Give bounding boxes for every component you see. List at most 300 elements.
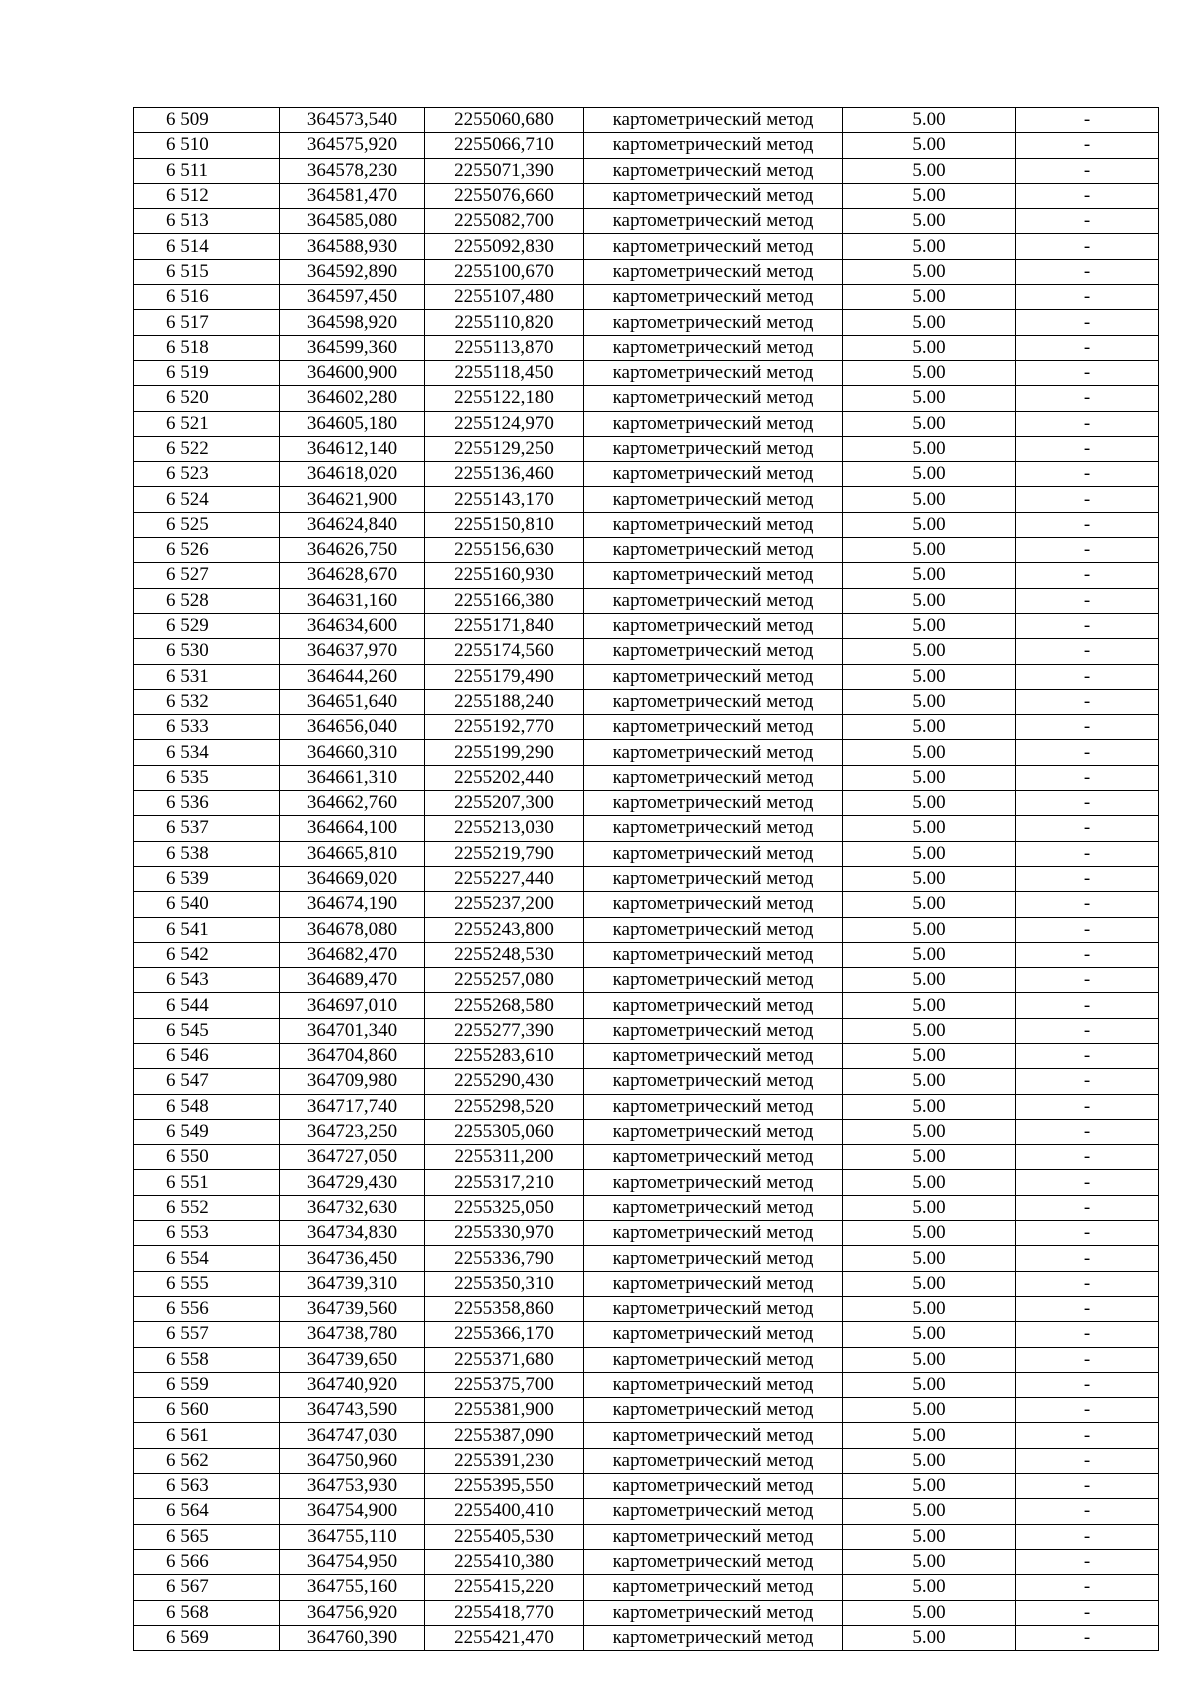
table-row — [134, 1221, 1159, 1246]
x-coordinate-cell: 364678,080 — [280, 917, 425, 942]
description-cell: - — [1016, 1221, 1159, 1246]
description-cell: - — [1016, 917, 1159, 942]
table-row — [134, 917, 1159, 942]
accuracy-cell: 5.00 — [843, 689, 1016, 714]
x-coordinate-cell: 364602,280 — [280, 386, 425, 411]
description-cell: - — [1016, 1069, 1159, 1094]
point-number-cell: 6 543 — [134, 968, 280, 993]
y-coordinate-cell: 2255298,520 — [425, 1094, 584, 1119]
description-cell: - — [1016, 664, 1159, 689]
point-number-cell: 6 561 — [134, 1423, 280, 1448]
accuracy-cell: 5.00 — [843, 1347, 1016, 1372]
accuracy-cell: 5.00 — [843, 538, 1016, 563]
table-row — [134, 1119, 1159, 1144]
description-cell: - — [1016, 1170, 1159, 1195]
description-cell: - — [1016, 209, 1159, 234]
method-cell: картометрический метод — [584, 841, 843, 866]
point-number-cell: 6 535 — [134, 765, 280, 790]
table-row — [134, 183, 1159, 208]
table-row — [134, 1296, 1159, 1321]
x-coordinate-cell: 364669,020 — [280, 866, 425, 891]
method-cell: картометрический метод — [584, 386, 843, 411]
method-cell: картометрический метод — [584, 1423, 843, 1448]
table-row — [134, 310, 1159, 335]
description-cell: - — [1016, 993, 1159, 1018]
accuracy-cell: 5.00 — [843, 335, 1016, 360]
method-cell: картометрический метод — [584, 436, 843, 461]
table-row — [134, 538, 1159, 563]
y-coordinate-cell: 2255213,030 — [425, 816, 584, 841]
x-coordinate-cell: 364631,160 — [280, 588, 425, 613]
accuracy-cell: 5.00 — [843, 183, 1016, 208]
y-coordinate-cell: 2255082,700 — [425, 209, 584, 234]
table-row — [134, 639, 1159, 664]
x-coordinate-cell: 364592,890 — [280, 259, 425, 284]
point-number-cell: 6 541 — [134, 917, 280, 942]
y-coordinate-cell: 2255410,380 — [425, 1549, 584, 1574]
point-number-cell: 6 565 — [134, 1524, 280, 1549]
x-coordinate-cell: 364621,900 — [280, 487, 425, 512]
y-coordinate-cell: 2255118,450 — [425, 360, 584, 385]
y-coordinate-cell: 2255415,220 — [425, 1575, 584, 1600]
table-row — [134, 715, 1159, 740]
accuracy-cell: 5.00 — [843, 462, 1016, 487]
x-coordinate-cell: 364760,390 — [280, 1625, 425, 1650]
table-row — [134, 740, 1159, 765]
description-cell: - — [1016, 1448, 1159, 1473]
method-cell: картометрический метод — [584, 1372, 843, 1397]
method-cell: картометрический метод — [584, 512, 843, 537]
y-coordinate-cell: 2255171,840 — [425, 613, 584, 638]
method-cell: картометрический метод — [584, 1069, 843, 1094]
y-coordinate-cell: 2255199,290 — [425, 740, 584, 765]
x-coordinate-cell: 364753,930 — [280, 1474, 425, 1499]
y-coordinate-cell: 2255317,210 — [425, 1170, 584, 1195]
x-coordinate-cell: 364756,920 — [280, 1600, 425, 1625]
point-number-cell: 6 548 — [134, 1094, 280, 1119]
accuracy-cell: 5.00 — [843, 1170, 1016, 1195]
y-coordinate-cell: 2255395,550 — [425, 1474, 584, 1499]
coordinates-table-body — [134, 108, 1159, 1651]
x-coordinate-cell: 364747,030 — [280, 1423, 425, 1448]
y-coordinate-cell: 2255243,800 — [425, 917, 584, 942]
accuracy-cell: 5.00 — [843, 588, 1016, 613]
method-cell: картометрический метод — [584, 689, 843, 714]
y-coordinate-cell: 2255207,300 — [425, 791, 584, 816]
method-cell: картометрический метод — [584, 1296, 843, 1321]
y-coordinate-cell: 2255192,770 — [425, 715, 584, 740]
accuracy-cell: 5.00 — [843, 158, 1016, 183]
point-number-cell: 6 559 — [134, 1372, 280, 1397]
y-coordinate-cell: 2255336,790 — [425, 1246, 584, 1271]
y-coordinate-cell: 2255400,410 — [425, 1499, 584, 1524]
method-cell: картометрический метод — [584, 791, 843, 816]
method-cell: картометрический метод — [584, 1575, 843, 1600]
point-number-cell: 6 555 — [134, 1271, 280, 1296]
point-number-cell: 6 552 — [134, 1195, 280, 1220]
table-row — [134, 1372, 1159, 1397]
point-number-cell: 6 563 — [134, 1474, 280, 1499]
point-number-cell: 6 545 — [134, 1018, 280, 1043]
method-cell: картометрический метод — [584, 108, 843, 133]
x-coordinate-cell: 364656,040 — [280, 715, 425, 740]
y-coordinate-cell: 2255188,240 — [425, 689, 584, 714]
accuracy-cell: 5.00 — [843, 968, 1016, 993]
method-cell: картометрический метод — [584, 487, 843, 512]
description-cell: - — [1016, 259, 1159, 284]
accuracy-cell: 5.00 — [843, 841, 1016, 866]
description-cell: - — [1016, 108, 1159, 133]
method-cell: картометрический метод — [584, 234, 843, 259]
accuracy-cell: 5.00 — [843, 411, 1016, 436]
y-coordinate-cell: 2255248,530 — [425, 942, 584, 967]
table-row — [134, 613, 1159, 638]
description-cell: - — [1016, 791, 1159, 816]
y-coordinate-cell: 2255257,080 — [425, 968, 584, 993]
point-number-cell: 6 553 — [134, 1221, 280, 1246]
x-coordinate-cell: 364750,960 — [280, 1448, 425, 1473]
accuracy-cell: 5.00 — [843, 765, 1016, 790]
accuracy-cell: 5.00 — [843, 1524, 1016, 1549]
accuracy-cell: 5.00 — [843, 1069, 1016, 1094]
method-cell: картометрический метод — [584, 715, 843, 740]
accuracy-cell: 5.00 — [843, 1195, 1016, 1220]
accuracy-cell: 5.00 — [843, 664, 1016, 689]
accuracy-cell: 5.00 — [843, 1271, 1016, 1296]
method-cell: картометрический метод — [584, 816, 843, 841]
table-row — [134, 791, 1159, 816]
method-cell: картометрический метод — [584, 563, 843, 588]
x-coordinate-cell: 364626,750 — [280, 538, 425, 563]
description-cell: - — [1016, 639, 1159, 664]
x-coordinate-cell: 364704,860 — [280, 1043, 425, 1068]
description-cell: - — [1016, 1145, 1159, 1170]
point-number-cell: 6 512 — [134, 183, 280, 208]
y-coordinate-cell: 2255143,170 — [425, 487, 584, 512]
x-coordinate-cell: 364755,160 — [280, 1575, 425, 1600]
method-cell: картометрический метод — [584, 1549, 843, 1574]
method-cell: картометрический метод — [584, 183, 843, 208]
x-coordinate-cell: 364674,190 — [280, 892, 425, 917]
table-row — [134, 1195, 1159, 1220]
description-cell: - — [1016, 1246, 1159, 1271]
point-number-cell: 6 566 — [134, 1549, 280, 1574]
y-coordinate-cell: 2255110,820 — [425, 310, 584, 335]
y-coordinate-cell: 2255122,180 — [425, 386, 584, 411]
point-number-cell: 6 551 — [134, 1170, 280, 1195]
x-coordinate-cell: 364754,950 — [280, 1549, 425, 1574]
x-coordinate-cell: 364665,810 — [280, 841, 425, 866]
accuracy-cell: 5.00 — [843, 816, 1016, 841]
table-row — [134, 411, 1159, 436]
accuracy-cell: 5.00 — [843, 715, 1016, 740]
y-coordinate-cell: 2255237,200 — [425, 892, 584, 917]
point-number-cell: 6 538 — [134, 841, 280, 866]
method-cell: картометрический метод — [584, 133, 843, 158]
description-cell: - — [1016, 1600, 1159, 1625]
table-row — [134, 1549, 1159, 1574]
description-cell: - — [1016, 1322, 1159, 1347]
point-number-cell: 6 568 — [134, 1600, 280, 1625]
y-coordinate-cell: 2255277,390 — [425, 1018, 584, 1043]
accuracy-cell: 5.00 — [843, 1094, 1016, 1119]
table-row — [134, 1069, 1159, 1094]
table-row — [134, 1423, 1159, 1448]
description-cell: - — [1016, 715, 1159, 740]
table-row — [134, 866, 1159, 891]
method-cell: картометрический метод — [584, 1499, 843, 1524]
method-cell: картометрический метод — [584, 613, 843, 638]
description-cell: - — [1016, 487, 1159, 512]
point-number-cell: 6 518 — [134, 335, 280, 360]
point-number-cell: 6 521 — [134, 411, 280, 436]
y-coordinate-cell: 2255290,430 — [425, 1069, 584, 1094]
point-number-cell: 6 519 — [134, 360, 280, 385]
y-coordinate-cell: 2255071,390 — [425, 158, 584, 183]
accuracy-cell: 5.00 — [843, 1448, 1016, 1473]
y-coordinate-cell: 2255174,560 — [425, 639, 584, 664]
method-cell: картометрический метод — [584, 1145, 843, 1170]
description-cell: - — [1016, 765, 1159, 790]
point-number-cell: 6 524 — [134, 487, 280, 512]
y-coordinate-cell: 2255405,530 — [425, 1524, 584, 1549]
accuracy-cell: 5.00 — [843, 1398, 1016, 1423]
method-cell: картометрический метод — [584, 1322, 843, 1347]
table-row — [134, 1499, 1159, 1524]
x-coordinate-cell: 364740,920 — [280, 1372, 425, 1397]
method-cell: картометрический метод — [584, 1625, 843, 1650]
y-coordinate-cell: 2255387,090 — [425, 1423, 584, 1448]
table-row — [134, 133, 1159, 158]
method-cell: картометрический метод — [584, 462, 843, 487]
point-number-cell: 6 550 — [134, 1145, 280, 1170]
method-cell: картометрический метод — [584, 1170, 843, 1195]
x-coordinate-cell: 364682,470 — [280, 942, 425, 967]
table-row — [134, 1145, 1159, 1170]
table-row — [134, 335, 1159, 360]
description-cell: - — [1016, 588, 1159, 613]
table-row — [134, 1474, 1159, 1499]
point-number-cell: 6 556 — [134, 1296, 280, 1321]
point-number-cell: 6 549 — [134, 1119, 280, 1144]
accuracy-cell: 5.00 — [843, 1221, 1016, 1246]
x-coordinate-cell: 364736,450 — [280, 1246, 425, 1271]
point-number-cell: 6 515 — [134, 259, 280, 284]
method-cell: картометрический метод — [584, 1195, 843, 1220]
method-cell: картометрический метод — [584, 740, 843, 765]
description-cell: - — [1016, 360, 1159, 385]
x-coordinate-cell: 364664,100 — [280, 816, 425, 841]
point-number-cell: 6 546 — [134, 1043, 280, 1068]
table-row — [134, 234, 1159, 259]
table-row — [134, 588, 1159, 613]
y-coordinate-cell: 2255124,970 — [425, 411, 584, 436]
y-coordinate-cell: 2255350,310 — [425, 1271, 584, 1296]
description-cell: - — [1016, 310, 1159, 335]
method-cell: картометрический метод — [584, 942, 843, 967]
method-cell: картометрический метод — [584, 259, 843, 284]
y-coordinate-cell: 2255066,710 — [425, 133, 584, 158]
y-coordinate-cell: 2255325,050 — [425, 1195, 584, 1220]
accuracy-cell: 5.00 — [843, 108, 1016, 133]
x-coordinate-cell: 364605,180 — [280, 411, 425, 436]
table-row — [134, 462, 1159, 487]
x-coordinate-cell: 364727,050 — [280, 1145, 425, 1170]
point-number-cell: 6 558 — [134, 1347, 280, 1372]
x-coordinate-cell: 364651,640 — [280, 689, 425, 714]
description-cell: - — [1016, 1524, 1159, 1549]
accuracy-cell: 5.00 — [843, 234, 1016, 259]
x-coordinate-cell: 364709,980 — [280, 1069, 425, 1094]
table-row — [134, 158, 1159, 183]
x-coordinate-cell: 364662,760 — [280, 791, 425, 816]
description-cell: - — [1016, 841, 1159, 866]
y-coordinate-cell: 2255381,900 — [425, 1398, 584, 1423]
x-coordinate-cell: 364689,470 — [280, 968, 425, 993]
table-row — [134, 892, 1159, 917]
table-row — [134, 1448, 1159, 1473]
table-row — [134, 1600, 1159, 1625]
point-number-cell: 6 537 — [134, 816, 280, 841]
table-row — [134, 968, 1159, 993]
y-coordinate-cell: 2255366,170 — [425, 1322, 584, 1347]
description-cell: - — [1016, 133, 1159, 158]
description-cell: - — [1016, 613, 1159, 638]
x-coordinate-cell: 364628,670 — [280, 563, 425, 588]
point-number-cell: 6 560 — [134, 1398, 280, 1423]
method-cell: картометрический метод — [584, 1448, 843, 1473]
x-coordinate-cell: 364612,140 — [280, 436, 425, 461]
accuracy-cell: 5.00 — [843, 942, 1016, 967]
table-row — [134, 209, 1159, 234]
accuracy-cell: 5.00 — [843, 791, 1016, 816]
description-cell: - — [1016, 1398, 1159, 1423]
table-row — [134, 436, 1159, 461]
accuracy-cell: 5.00 — [843, 740, 1016, 765]
y-coordinate-cell: 2255100,670 — [425, 259, 584, 284]
table-row — [134, 1625, 1159, 1650]
method-cell: картометрический метод — [584, 360, 843, 385]
x-coordinate-cell: 364743,590 — [280, 1398, 425, 1423]
method-cell: картометрический метод — [584, 209, 843, 234]
description-cell: - — [1016, 335, 1159, 360]
description-cell: - — [1016, 158, 1159, 183]
method-cell: картометрический метод — [584, 1221, 843, 1246]
x-coordinate-cell: 364697,010 — [280, 993, 425, 1018]
accuracy-cell: 5.00 — [843, 386, 1016, 411]
method-cell: картометрический метод — [584, 1043, 843, 1068]
y-coordinate-cell: 2255113,870 — [425, 335, 584, 360]
y-coordinate-cell: 2255311,200 — [425, 1145, 584, 1170]
method-cell: картометрический метод — [584, 310, 843, 335]
description-cell: - — [1016, 1575, 1159, 1600]
table-row — [134, 942, 1159, 967]
point-number-cell: 6 516 — [134, 285, 280, 310]
description-cell: - — [1016, 968, 1159, 993]
table-row — [134, 1043, 1159, 1068]
description-cell: - — [1016, 183, 1159, 208]
y-coordinate-cell: 2255179,490 — [425, 664, 584, 689]
description-cell: - — [1016, 563, 1159, 588]
description-cell: - — [1016, 538, 1159, 563]
description-cell: - — [1016, 1474, 1159, 1499]
point-number-cell: 6 569 — [134, 1625, 280, 1650]
x-coordinate-cell: 364600,900 — [280, 360, 425, 385]
accuracy-cell: 5.00 — [843, 1119, 1016, 1144]
table-row — [134, 816, 1159, 841]
method-cell: картометрический метод — [584, 917, 843, 942]
description-cell: - — [1016, 411, 1159, 436]
accuracy-cell: 5.00 — [843, 487, 1016, 512]
method-cell: картометрический метод — [584, 1347, 843, 1372]
y-coordinate-cell: 2255418,770 — [425, 1600, 584, 1625]
method-cell: картометрический метод — [584, 1398, 843, 1423]
accuracy-cell: 5.00 — [843, 1474, 1016, 1499]
coordinates-table — [133, 107, 1159, 1651]
x-coordinate-cell: 364573,540 — [280, 108, 425, 133]
description-cell: - — [1016, 234, 1159, 259]
description-cell: - — [1016, 1549, 1159, 1574]
table-row — [134, 841, 1159, 866]
x-coordinate-cell: 364634,600 — [280, 613, 425, 638]
point-number-cell: 6 510 — [134, 133, 280, 158]
method-cell: картометрический метод — [584, 588, 843, 613]
method-cell: картометрический метод — [584, 335, 843, 360]
point-number-cell: 6 567 — [134, 1575, 280, 1600]
y-coordinate-cell: 2255150,810 — [425, 512, 584, 537]
description-cell: - — [1016, 892, 1159, 917]
point-number-cell: 6 564 — [134, 1499, 280, 1524]
point-number-cell: 6 509 — [134, 108, 280, 133]
table-row — [134, 1347, 1159, 1372]
accuracy-cell: 5.00 — [843, 892, 1016, 917]
x-coordinate-cell: 364597,450 — [280, 285, 425, 310]
accuracy-cell: 5.00 — [843, 639, 1016, 664]
table-row — [134, 1575, 1159, 1600]
point-number-cell: 6 513 — [134, 209, 280, 234]
accuracy-cell: 5.00 — [843, 512, 1016, 537]
y-coordinate-cell: 2255227,440 — [425, 866, 584, 891]
y-coordinate-cell: 2255375,700 — [425, 1372, 584, 1397]
description-cell: - — [1016, 1423, 1159, 1448]
point-number-cell: 6 534 — [134, 740, 280, 765]
table-row — [134, 512, 1159, 537]
y-coordinate-cell: 2255136,460 — [425, 462, 584, 487]
table-row — [134, 563, 1159, 588]
y-coordinate-cell: 2255219,790 — [425, 841, 584, 866]
description-cell: - — [1016, 436, 1159, 461]
point-number-cell: 6 540 — [134, 892, 280, 917]
accuracy-cell: 5.00 — [843, 1600, 1016, 1625]
point-number-cell: 6 530 — [134, 639, 280, 664]
point-number-cell: 6 557 — [134, 1322, 280, 1347]
x-coordinate-cell: 364660,310 — [280, 740, 425, 765]
description-cell: - — [1016, 1499, 1159, 1524]
method-cell: картометрический метод — [584, 1474, 843, 1499]
accuracy-cell: 5.00 — [843, 1145, 1016, 1170]
point-number-cell: 6 529 — [134, 613, 280, 638]
table-row — [134, 1271, 1159, 1296]
point-number-cell: 6 525 — [134, 512, 280, 537]
accuracy-cell: 5.00 — [843, 259, 1016, 284]
x-coordinate-cell: 364588,930 — [280, 234, 425, 259]
method-cell: картометрический метод — [584, 1524, 843, 1549]
description-cell: - — [1016, 1195, 1159, 1220]
y-coordinate-cell: 2255391,230 — [425, 1448, 584, 1473]
y-coordinate-cell: 2255160,930 — [425, 563, 584, 588]
accuracy-cell: 5.00 — [843, 133, 1016, 158]
table-row — [134, 1322, 1159, 1347]
